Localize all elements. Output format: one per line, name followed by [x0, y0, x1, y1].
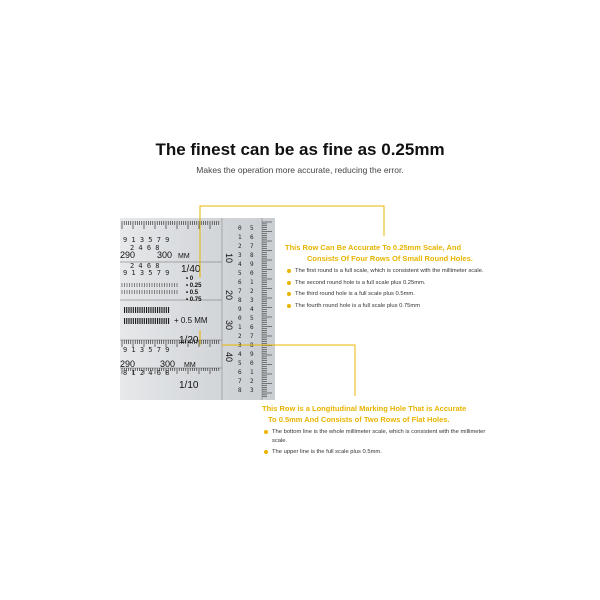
vertical-digit: 9 [238, 306, 242, 313]
vertical-digit: 3 [238, 252, 242, 259]
vertical-digit: 0 [250, 270, 254, 277]
vertical-digit: 8 [238, 387, 242, 394]
vertical-digit: 5 [238, 360, 242, 367]
flat-hole [153, 318, 154, 324]
vertical-digit: 6 [238, 279, 242, 286]
half-mm-label: + 0.5 MM [174, 316, 208, 325]
vertical-digit: 8 [250, 342, 254, 349]
fraction-1-10: 1/10 [179, 380, 199, 391]
vertical-digit: 1 [250, 279, 254, 286]
flat-hole [150, 318, 151, 324]
vertical-digit: 0 [250, 360, 254, 367]
small-digits-top: 9 1 3 5 7 9 [123, 236, 170, 244]
flat-hole [142, 307, 143, 313]
flat-hole [137, 307, 138, 313]
vertical-digit: 2 [238, 243, 242, 250]
flat-hole [133, 318, 134, 324]
flat-hole [146, 307, 147, 313]
vertical-digit: 6 [238, 369, 242, 376]
flat-hole [133, 307, 134, 313]
vertical-digit: 4 [238, 261, 242, 268]
flat-hole [131, 318, 132, 324]
flat-hole [128, 318, 129, 324]
label-mm-top: MM [178, 253, 190, 260]
vertical-digit: 5 [238, 270, 242, 277]
flat-hole [157, 307, 158, 313]
flat-hole [148, 318, 149, 324]
flat-hole [168, 318, 169, 324]
label-290-mid: 290 [120, 359, 136, 369]
flat-hole [131, 307, 132, 313]
flat-hole [150, 307, 151, 313]
vertical-digit: 8 [238, 297, 242, 304]
fraction-1-40: 1/40 [181, 264, 201, 275]
flat-hole [137, 318, 138, 324]
vertical-digit: 3 [250, 297, 254, 304]
vertical-digit: 4 [238, 351, 242, 358]
offset-075: • 0.75 [186, 297, 202, 303]
flat-hole [153, 307, 154, 313]
flat-hole [155, 318, 156, 324]
small-digits-bottom: 8 1 2 4 6 8 [123, 369, 170, 377]
vertical-digit: 6 [250, 324, 254, 331]
vertical-digit: 7 [238, 378, 242, 385]
vertical-digit: 9 [250, 261, 254, 268]
label-300-top: 300 [157, 250, 173, 260]
callout-bottom-heading: This Row is a Longitudinal Marking Hole That is Accurate To 0.5mm And Consists of Two Rows of Flat Holes. [262, 404, 467, 424]
flat-hole [148, 307, 149, 313]
flat-hole [135, 318, 136, 324]
page-title: The finest can be as fine as 0.25mm [155, 140, 445, 159]
offset-0: • 0 [186, 276, 194, 282]
vlabel-30: 30 [224, 320, 234, 331]
vlabel-10: 10 [224, 253, 234, 264]
flat-hole [159, 307, 160, 313]
vertical-digit: 5 [250, 225, 254, 232]
flat-hole [164, 318, 165, 324]
vertical-digit: 4 [250, 306, 254, 313]
flat-hole [159, 318, 160, 324]
flat-hole [161, 307, 162, 313]
vertical-digit: 2 [238, 333, 242, 340]
callout-top-item: The third round hole is a full scale plus 0.5mm. [285, 290, 515, 299]
flat-hole [144, 318, 145, 324]
vertical-digit: 2 [250, 288, 254, 295]
vertical-digit: 6 [250, 234, 254, 241]
flat-hole [155, 307, 156, 313]
flat-hole [124, 318, 125, 324]
vertical-digit: 3 [238, 342, 242, 349]
vertical-digit: 7 [238, 288, 242, 295]
small-digits-second-2: 2 4 6 8 [130, 262, 160, 270]
label-300-mid: 300 [160, 359, 176, 369]
vlabel-20: 20 [224, 290, 234, 301]
flat-hole [166, 307, 167, 313]
flat-hole [135, 307, 136, 313]
flat-hole [142, 318, 143, 324]
vertical-digit: 0 [238, 225, 242, 232]
vertical-digit: 7 [250, 243, 254, 250]
flat-hole [124, 307, 125, 313]
vertical-digit: 8 [250, 252, 254, 259]
flat-hole [144, 307, 145, 313]
callout-top-item: The second round hole is a full scale plus 0.25mm. [285, 279, 515, 288]
small-digits-middle: 9 1 3 5 7 9 [123, 346, 170, 354]
vertical-digit: 0 [238, 315, 242, 322]
vertical-digit: 1 [238, 324, 242, 331]
vertical-digit: 1 [238, 234, 242, 241]
label-mm-mid: MM [184, 362, 196, 369]
callout-top-heading: This Row Can Be Accurate To 0.25mm Scale, And Consists Of Four Rows Of Small Round Holes. [285, 243, 473, 263]
flat-hole [126, 307, 127, 313]
flat-hole [146, 318, 147, 324]
vertical-digit: 5 [250, 315, 254, 322]
small-digits-top-2: 2 4 6 8 [130, 244, 160, 252]
callout-bottom-item: The bottom line is the whole millimeter scale, which is consistent with the millimeter scale. [262, 428, 492, 445]
label-290-top: 290 [120, 250, 136, 260]
flat-hole [157, 318, 158, 324]
flat-hole [166, 318, 167, 324]
flat-hole [168, 307, 169, 313]
callout-bottom [262, 403, 492, 460]
offset-05: • 0.5 [186, 290, 199, 296]
page-subtitle: Makes the operation more accurate, reducing the error. [196, 165, 404, 175]
offset-025: • 0.25 [186, 283, 202, 289]
callout-bottom-item: The upper line is the full scale plus 0.5mm. [262, 448, 492, 457]
fraction-1-20: 1/20 [179, 335, 199, 346]
flat-hole [139, 307, 140, 313]
flat-hole [164, 307, 165, 313]
small-digits-second: 9 1 3 5 7 9 [123, 269, 170, 277]
callout-top-item: The first round is a full scale, which is consistent with the millimeter scale. [285, 267, 515, 276]
flat-hole [161, 318, 162, 324]
callout-top-item: The fourth round hole is a full scale plus 0.75mm [285, 302, 515, 311]
vertical-digit: 2 [250, 378, 254, 385]
flat-hole [139, 318, 140, 324]
flat-hole [128, 307, 129, 313]
vertical-digit: 9 [250, 351, 254, 358]
flat-hole [126, 318, 127, 324]
vertical-digit: 7 [250, 333, 254, 340]
vertical-digit: 1 [250, 369, 254, 376]
callout-top [285, 242, 515, 313]
vlabel-40: 40 [224, 352, 234, 363]
vertical-digit: 3 [250, 387, 254, 394]
